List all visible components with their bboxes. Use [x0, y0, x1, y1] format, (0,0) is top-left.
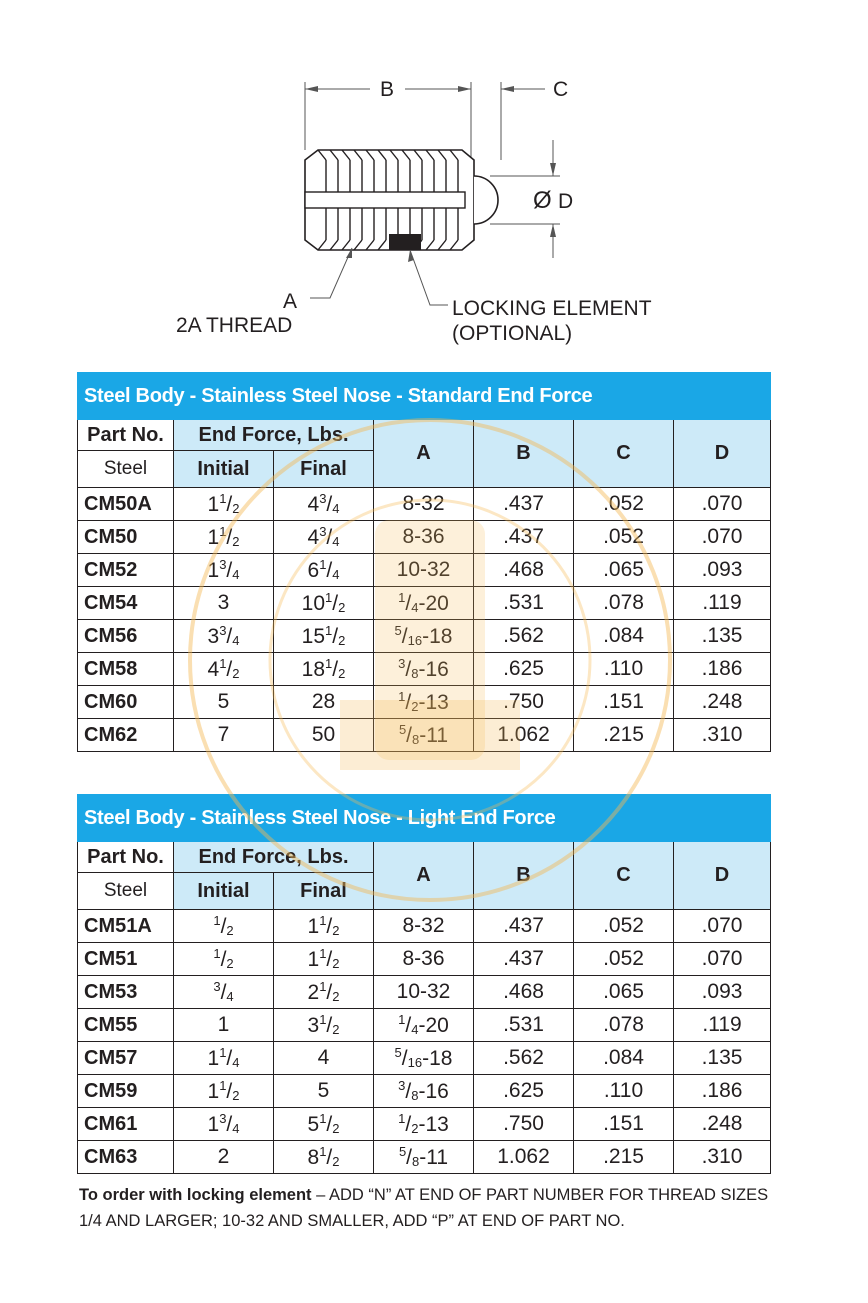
- dim-b-label: B: [380, 78, 395, 101]
- dim-d-cell: .135: [674, 620, 771, 653]
- final-force-cell: 5: [274, 1075, 374, 1108]
- dim-b-cell: .750: [474, 1108, 574, 1141]
- dim-d-cell: .135: [674, 1042, 771, 1075]
- note-text: – ADD “N” AT END OF PART NUMBER FOR THREAD SIZES 1/4 AND LARGER; 10-32 AND SMALLER, ADD “P” AT END OF PART NO.: [79, 1186, 769, 1230]
- thread-a-cell: 8-32: [374, 910, 474, 943]
- part-no-cell: CM51: [78, 943, 174, 976]
- final-force-cell: $10^1/2$: [274, 587, 374, 620]
- end-force-header: End Force, Lbs.: [174, 842, 374, 873]
- table-row: [78, 620, 771, 653]
- col-b-header: B: [474, 420, 574, 488]
- dim-c-cell: .065: [574, 976, 674, 1009]
- initial-force-cell: $1^3/4$: [174, 554, 274, 587]
- final-force-cell: $5^1/2$: [274, 1108, 374, 1141]
- final-force-cell: $6^1/4$: [274, 554, 374, 587]
- standard-force-table: [77, 372, 771, 752]
- dim-d-cell: .093: [674, 554, 771, 587]
- dim-c-cell: .151: [574, 1108, 674, 1141]
- final-force-cell: 28: [274, 686, 374, 719]
- dim-d-cell: .070: [674, 943, 771, 976]
- dim-b-cell: .625: [474, 1075, 574, 1108]
- initial-force-cell: 3: [174, 587, 274, 620]
- dim-b-cell: .750: [474, 686, 574, 719]
- dim-b-cell: 1.062: [474, 1141, 574, 1174]
- part-no-cell: CM63: [78, 1141, 174, 1174]
- dim-c-cell: .065: [574, 554, 674, 587]
- thread-a-cell: $^1$/4-20: [374, 1009, 474, 1042]
- plunger-drawing: [0, 0, 868, 360]
- dim-d-cell: .119: [674, 587, 771, 620]
- col-d-header: D: [674, 842, 771, 910]
- dim-c-cell: .078: [574, 587, 674, 620]
- thread-a-cell: $^5$/8-11: [374, 1141, 474, 1174]
- table-row: [78, 521, 771, 554]
- dim-d-cell: .310: [674, 719, 771, 752]
- dim-d-cell: .310: [674, 1141, 771, 1174]
- dim-d-label: D: [558, 190, 574, 213]
- dim-c-cell: .110: [574, 1075, 674, 1108]
- part-no-cell: CM62: [78, 719, 174, 752]
- dim-b-cell: .562: [474, 620, 574, 653]
- table-row: [78, 1141, 771, 1174]
- part-no-cell: CM54: [78, 587, 174, 620]
- dim-c-cell: .084: [574, 1042, 674, 1075]
- dim-c-cell: .052: [574, 943, 674, 976]
- initial-force-cell: $^3$/4: [174, 976, 274, 1009]
- ordering-note: [79, 1182, 779, 1234]
- thread-a-cell: 8-36: [374, 521, 474, 554]
- table-row: [78, 587, 771, 620]
- initial-force-cell: $^1$/2: [174, 943, 274, 976]
- diameter-symbol: Ø: [533, 187, 552, 214]
- dim-c-cell: .052: [574, 521, 674, 554]
- part-no-cell: CM59: [78, 1075, 174, 1108]
- initial-force-cell: 2: [174, 1141, 274, 1174]
- dim-c-cell: .084: [574, 620, 674, 653]
- dim-c-cell: .151: [574, 686, 674, 719]
- part-no-cell: CM52: [78, 554, 174, 587]
- locking-element-patch: [389, 234, 421, 250]
- dim-c-cell: .110: [574, 653, 674, 686]
- dim-d-cell: .070: [674, 910, 771, 943]
- table-row: [78, 686, 771, 719]
- dim-b-cell: 1.062: [474, 719, 574, 752]
- ball-plunger-diagram: [0, 0, 868, 360]
- final-force-cell: $3^1/2$: [274, 1009, 374, 1042]
- part-no-cell: CM50: [78, 521, 174, 554]
- initial-force-cell: $4^1/2$: [174, 653, 274, 686]
- initial-header: Initial: [174, 873, 274, 910]
- thread-a-cell: $^5$/16-18: [374, 620, 474, 653]
- table-row: [78, 976, 771, 1009]
- thread-a-cell: 10-32: [374, 976, 474, 1009]
- final-force-cell: $4^3/4$: [274, 488, 374, 521]
- part-no-header: Part No.: [78, 420, 174, 451]
- initial-force-cell: 1: [174, 1009, 274, 1042]
- table-row: [78, 488, 771, 521]
- dim-c-cell: .215: [574, 1141, 674, 1174]
- thread-a-cell: $^1$/2-13: [374, 686, 474, 719]
- thread-a-cell: 8-32: [374, 488, 474, 521]
- final-force-cell: $2^1/2$: [274, 976, 374, 1009]
- table-row: [78, 554, 771, 587]
- thread-a-cell: $^1$/4-20: [374, 587, 474, 620]
- part-no-cell: CM55: [78, 1009, 174, 1042]
- dim-b-cell: .468: [474, 976, 574, 1009]
- table-row: [78, 1009, 771, 1042]
- dim-b-cell: .437: [474, 521, 574, 554]
- dim-d-cell: .119: [674, 1009, 771, 1042]
- part-no-cell: CM57: [78, 1042, 174, 1075]
- table-row: [78, 910, 771, 943]
- light-force-table: [77, 794, 771, 1174]
- col-a-header: A: [374, 842, 474, 910]
- thread-a-cell: $^5$/16-18: [374, 1042, 474, 1075]
- initial-force-cell: 7: [174, 719, 274, 752]
- dim-b-cell: .531: [474, 587, 574, 620]
- dim-a-label: A: [283, 290, 298, 313]
- locking-element-label: LOCKING ELEMENT: [452, 297, 652, 320]
- final-force-cell: 4: [274, 1042, 374, 1075]
- dim-c-cell: .215: [574, 719, 674, 752]
- final-force-cell: $1^1/2$: [274, 943, 374, 976]
- end-force-header: End Force, Lbs.: [174, 420, 374, 451]
- dim-c-label: C: [553, 78, 569, 101]
- dim-d-cell: .093: [674, 976, 771, 1009]
- table-row: [78, 1108, 771, 1141]
- final-force-cell: 50: [274, 719, 374, 752]
- final-force-cell: $8^1/2$: [274, 1141, 374, 1174]
- final-force-cell: $15^1/2$: [274, 620, 374, 653]
- dim-d-cell: .186: [674, 653, 771, 686]
- dim-b-cell: .437: [474, 488, 574, 521]
- col-c-header: C: [574, 420, 674, 488]
- initial-force-cell: 5: [174, 686, 274, 719]
- dim-d-cell: .070: [674, 488, 771, 521]
- dim-d-cell: .070: [674, 521, 771, 554]
- final-force-cell: $1^1/2$: [274, 910, 374, 943]
- dim-b-cell: .562: [474, 1042, 574, 1075]
- thread-a-cell: $^3$/8-16: [374, 1075, 474, 1108]
- dim-b-cell: .531: [474, 1009, 574, 1042]
- part-no-cell: CM53: [78, 976, 174, 1009]
- col-d-header: D: [674, 420, 771, 488]
- dim-d-cell: .248: [674, 686, 771, 719]
- dim-c-cell: .078: [574, 1009, 674, 1042]
- part-no-cell: CM56: [78, 620, 174, 653]
- part-no-cell: CM50A: [78, 488, 174, 521]
- part-no-cell: CM58: [78, 653, 174, 686]
- initial-force-cell: $^1$/2: [174, 910, 274, 943]
- part-no-cell: CM61: [78, 1108, 174, 1141]
- final-force-cell: $18^1/2$: [274, 653, 374, 686]
- initial-force-cell: $3^3/4$: [174, 620, 274, 653]
- steel-header: Steel: [78, 451, 174, 488]
- dim-b-cell: .625: [474, 653, 574, 686]
- dim-b-cell: .437: [474, 910, 574, 943]
- table-row: [78, 1075, 771, 1108]
- initial-force-cell: $1^1/2$: [174, 488, 274, 521]
- table-row: [78, 943, 771, 976]
- col-c-header: C: [574, 842, 674, 910]
- part-no-header: Part No.: [78, 842, 174, 873]
- table-title: Steel Body - Stainless Steel Nose - Standard End Force: [78, 373, 771, 420]
- thread-a-cell: 10-32: [374, 554, 474, 587]
- thread-label: 2A THREAD: [176, 314, 293, 337]
- table-row: [78, 719, 771, 752]
- dim-d-cell: .186: [674, 1075, 771, 1108]
- thread-a-cell: 8-36: [374, 943, 474, 976]
- steel-header: Steel: [78, 873, 174, 910]
- dim-b-cell: .437: [474, 943, 574, 976]
- dim-c-cell: .052: [574, 910, 674, 943]
- final-header: Final: [274, 451, 374, 488]
- col-a-header: A: [374, 420, 474, 488]
- initial-force-cell: $1^1/2$: [174, 1075, 274, 1108]
- optional-label: (OPTIONAL): [452, 322, 573, 345]
- final-header: Final: [274, 873, 374, 910]
- initial-header: Initial: [174, 451, 274, 488]
- dim-b-cell: .468: [474, 554, 574, 587]
- thread-a-cell: $^1$/2-13: [374, 1108, 474, 1141]
- table-row: [78, 653, 771, 686]
- part-no-cell: CM60: [78, 686, 174, 719]
- part-no-cell: CM51A: [78, 910, 174, 943]
- initial-force-cell: $1^1/4$: [174, 1042, 274, 1075]
- dim-c-cell: .052: [574, 488, 674, 521]
- table-title: Steel Body - Stainless Steel Nose - Light End Force: [78, 795, 771, 842]
- dim-d-cell: .248: [674, 1108, 771, 1141]
- note-bold: To order with locking element: [79, 1186, 312, 1204]
- table-row: [78, 1042, 771, 1075]
- initial-force-cell: $1^1/2$: [174, 521, 274, 554]
- col-b-header: B: [474, 842, 574, 910]
- thread-a-cell: $^5$/8-11: [374, 719, 474, 752]
- final-force-cell: $4^3/4$: [274, 521, 374, 554]
- initial-force-cell: $1^3/4$: [174, 1108, 274, 1141]
- thread-a-cell: $^3$/8-16: [374, 653, 474, 686]
